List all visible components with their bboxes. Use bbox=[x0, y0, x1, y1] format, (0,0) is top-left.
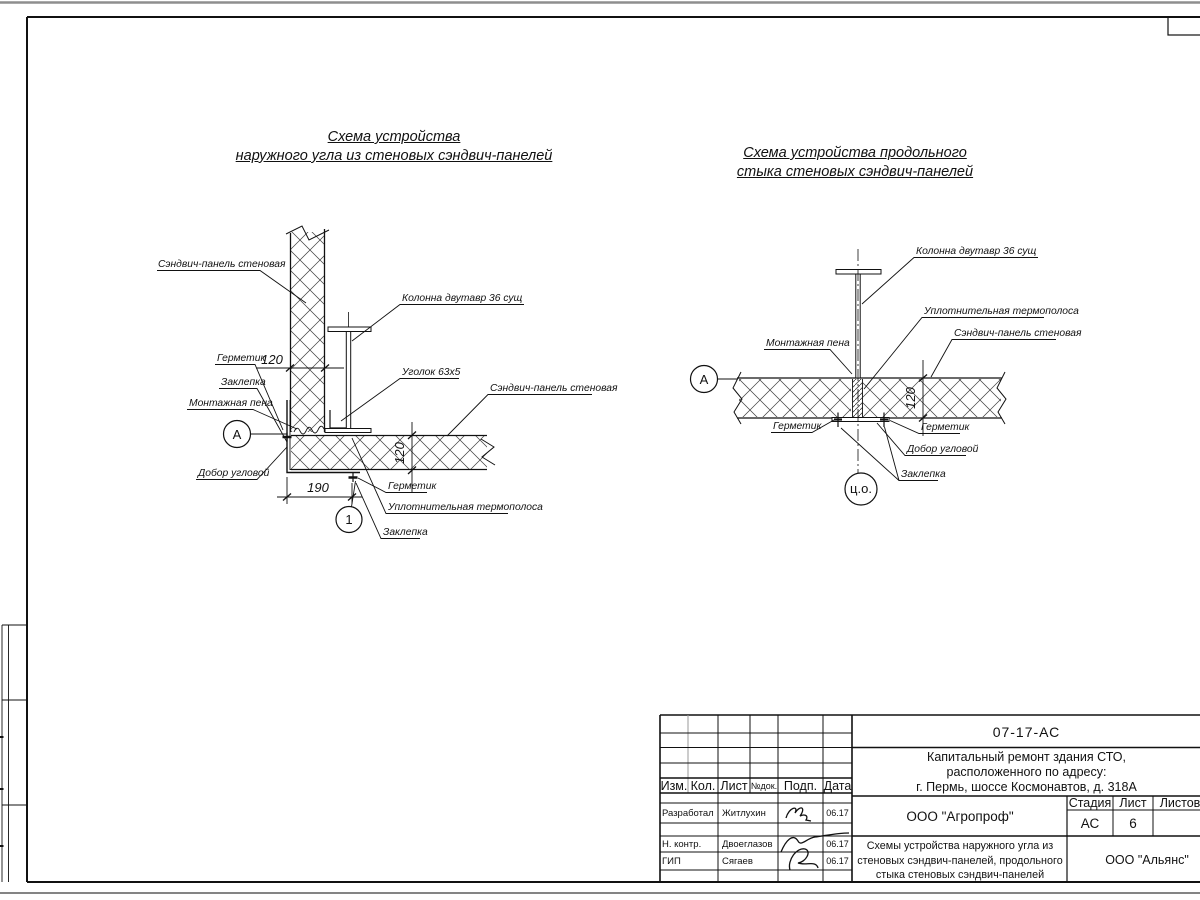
right-panel-left bbox=[739, 379, 851, 417]
left-vertical-panel bbox=[291, 232, 325, 432]
drawing-name-line2: стеновых сэндвич-панелей, продольного bbox=[857, 854, 1063, 867]
label-sealant-bottom: Герметик bbox=[388, 481, 437, 492]
row-role: Разработал bbox=[662, 807, 714, 819]
row-role: ГИП bbox=[662, 855, 681, 867]
col-ndok: №док. bbox=[750, 780, 778, 791]
row-role: Н. контр. bbox=[662, 838, 702, 850]
label-sealant-left: Герметик bbox=[773, 421, 822, 432]
col-podp: Подп. bbox=[783, 778, 818, 793]
stage-label: Стадия bbox=[1068, 796, 1112, 810]
customer-org: ООО "Альянс" bbox=[1105, 852, 1189, 867]
sheet-label: Лист bbox=[1119, 796, 1147, 810]
label-column: Колонна двутавр 36 сущ bbox=[402, 293, 523, 304]
stage-value: АС bbox=[1080, 815, 1100, 831]
label-rivet-bottom: Заклепка bbox=[383, 527, 428, 538]
drawing-name bbox=[853, 837, 1067, 884]
dim-panel-height: 120 bbox=[392, 442, 407, 464]
axis-marker-label: А bbox=[232, 427, 242, 442]
label-corner-trim: Добор угловой bbox=[198, 468, 270, 479]
label-panel-wall: Сэндвич-панель стеновая bbox=[954, 328, 1082, 339]
detail-marker-label: 1 bbox=[345, 512, 353, 527]
label-thermo-strip: Уплотнительная термополоса bbox=[388, 502, 543, 513]
left-horizontal-panel bbox=[291, 436, 487, 470]
signature-zhitlukhin bbox=[786, 808, 811, 821]
drawing-name-line3: стыка стеновых сэндвич-панелей bbox=[875, 869, 1045, 881]
row-name: Двоеглазов bbox=[722, 838, 773, 850]
label-panel-wall: Сэндвич-панель стеновая bbox=[158, 259, 286, 270]
right-title-line1: Схема устройства продольного bbox=[743, 145, 967, 161]
label-thermo-strip: Уплотнительная термополоса bbox=[924, 306, 1079, 317]
row-name: Житлухин bbox=[722, 807, 766, 819]
col-data: Дата bbox=[823, 778, 852, 793]
doc-number: 07-17-АС bbox=[992, 723, 1061, 740]
label-rivet-top: Заклепка bbox=[221, 377, 266, 388]
label-rivet: Заклепка bbox=[901, 469, 946, 480]
label-corner-trim: Добор угловой bbox=[907, 444, 979, 455]
project-line1: Капитальный ремонт здания СТО, bbox=[927, 750, 1126, 764]
col-list: Лист bbox=[720, 778, 748, 793]
label-mounting-foam: Монтажная пена bbox=[189, 398, 273, 409]
right-title-line2: стыка стеновых сэндвич-панелей bbox=[736, 164, 974, 180]
joint-seal-strip bbox=[853, 379, 863, 417]
designer-org: ООО "Агропроф" bbox=[906, 808, 1014, 824]
right-diagram-linework bbox=[691, 249, 1057, 505]
left-margin-stamps bbox=[0, 625, 27, 882]
label-column: Колонна двутавр 36 сущ bbox=[916, 246, 1037, 257]
drawing-name-line1: Схемы устройства наружного угла из bbox=[866, 840, 1054, 852]
dim-corner-width: 190 bbox=[307, 480, 329, 495]
col-izm: Изм. bbox=[660, 778, 688, 793]
sheets-label: Листов bbox=[1159, 796, 1200, 810]
project-line2: расположенного по адресу: bbox=[946, 765, 1107, 779]
label-mounting-foam: Монтажная пена bbox=[766, 338, 850, 349]
label-angle: Уголок 63х5 bbox=[402, 367, 461, 378]
right-diagram-labels bbox=[700, 246, 1082, 496]
left-title-line1: Схема устройства bbox=[327, 129, 461, 145]
left-diagram-labels bbox=[158, 259, 618, 538]
label-sealant-right: Герметик bbox=[921, 422, 970, 433]
sheet-number: 6 bbox=[1129, 815, 1137, 831]
row-date: 06.17 bbox=[826, 856, 849, 866]
project-description bbox=[853, 748, 1200, 797]
dim-panel-width: 120 bbox=[261, 352, 283, 367]
col-kol: Кол. bbox=[690, 778, 716, 793]
axis-marker-label: А bbox=[699, 372, 709, 387]
left-title-line2: наружного угла из стеновых сэндвич-панелей bbox=[235, 148, 553, 164]
left-diagram-title bbox=[224, 128, 564, 166]
right-panel-right bbox=[863, 379, 1001, 417]
corner-format-box bbox=[1168, 17, 1200, 35]
row-name: Сягаев bbox=[722, 855, 753, 867]
right-diagram-title bbox=[705, 144, 1005, 182]
row-date: 06.17 bbox=[826, 839, 849, 849]
center-axis-marker-label: ц.о. bbox=[850, 481, 872, 496]
label-panel-wall-2: Сэндвич-панель стеновая bbox=[490, 383, 618, 394]
row-date: 06.17 bbox=[826, 808, 849, 818]
project-line3: г. Пермь, шоссе Космонавтов, д. 318А bbox=[916, 780, 1137, 794]
label-sealant-top: Герметик bbox=[217, 353, 266, 364]
dim-panel-thickness: 120 bbox=[903, 387, 918, 409]
i-beam-column bbox=[325, 312, 371, 433]
